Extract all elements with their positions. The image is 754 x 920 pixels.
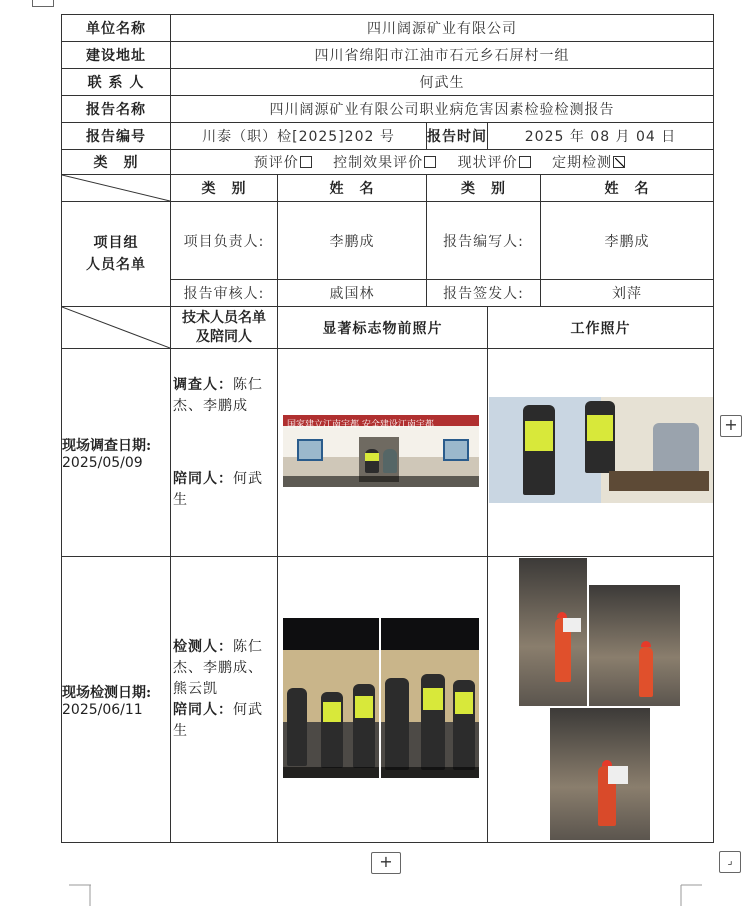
team-col-name: 姓 名 — [278, 175, 427, 202]
sign-banner-text: 国家建立江南宇都 安全建设江南宇都 — [287, 420, 434, 430]
unit-value[interactable]: 四川阔源矿业有限公司 — [171, 15, 714, 42]
window-icon — [443, 439, 469, 461]
person-icon — [383, 449, 397, 473]
photo-watermark — [283, 767, 379, 778]
person-icon — [385, 678, 409, 770]
vest-icon — [365, 453, 379, 461]
vest-icon — [323, 702, 341, 722]
diagonal-line — [62, 307, 170, 348]
add-column-button[interactable]: + — [720, 415, 742, 437]
person-icon — [639, 647, 653, 697]
inspection-date-label: 现场检测日期: — [62, 684, 152, 701]
page-corner-mark-right — [680, 884, 702, 906]
report-name-label: 报告名称 — [62, 96, 171, 123]
inspection-work-photo-3[interactable] — [550, 708, 650, 840]
leader-name[interactable]: 李鹏成 — [278, 202, 427, 280]
contact-value[interactable]: 何武生 — [171, 69, 714, 96]
instrument-icon — [608, 766, 628, 784]
photo-watermark — [283, 476, 479, 487]
sign-photo-header: 显著标志物前照片 — [278, 307, 488, 349]
diagonal-line — [62, 175, 170, 201]
issuer-label: 报告签发人: — [427, 280, 541, 307]
category-options — [171, 150, 714, 175]
vest-icon — [423, 688, 443, 710]
issuer-name[interactable]: 刘萍 — [541, 280, 714, 307]
survey-companion-name[interactable]: 何武生 — [173, 471, 263, 508]
investigator-names[interactable]: 陈仁杰、李鹏成 — [173, 377, 263, 414]
survey-sign-photo[interactable] — [283, 415, 479, 487]
team-col-type: 类 别 — [171, 175, 278, 202]
diagonal-header-cell-2 — [62, 307, 171, 349]
inspection-work-photo-cell — [488, 557, 714, 843]
survey-work-photo[interactable] — [489, 397, 713, 503]
person-icon — [287, 688, 307, 766]
inspection-staff-cell — [171, 557, 278, 843]
report-time-label: 报告时间 — [427, 123, 488, 150]
checkbox-icon[interactable] — [424, 156, 436, 168]
team-col-type2: 类 别 — [427, 175, 541, 202]
writer-name[interactable]: 李鹏成 — [541, 202, 714, 280]
vest-icon — [355, 696, 373, 718]
work-photo-header: 工作照片 — [488, 307, 714, 349]
survey-staff-cell — [171, 349, 278, 557]
survey-work-photo-cell — [488, 349, 714, 557]
reviewer-name[interactable]: 戚国林 — [278, 280, 427, 307]
report-no-value[interactable]: 川泰（职）检[2025]202 号 — [171, 123, 427, 150]
reviewer-label: 报告审核人: — [171, 280, 278, 307]
inspection-work-photo-2[interactable] — [589, 585, 680, 706]
instrument-icon — [563, 618, 581, 632]
person-icon — [653, 423, 699, 475]
checkbox-icon[interactable] — [519, 156, 531, 168]
report-no-label: 报告编号 — [62, 123, 171, 150]
category-label: 类 别 — [62, 150, 171, 175]
leader-label: 项目负责人: — [171, 202, 278, 280]
inspection-sign-photo-2[interactable] — [381, 618, 479, 778]
inspection-sign-photo-cell — [278, 557, 488, 843]
address-label: 建设地址 — [62, 42, 171, 69]
inspection-date-cell — [62, 557, 171, 843]
survey-sign-photo-cell — [278, 349, 488, 557]
report-time-value[interactable]: 2025 年 08 月 04 日 — [488, 123, 714, 150]
diagonal-header-cell — [62, 175, 171, 202]
option-pre-evaluation[interactable]: 预评价 — [254, 155, 312, 171]
report-cover-table — [61, 14, 714, 843]
option-status-evaluation[interactable]: 现状评价 — [458, 155, 531, 171]
table-resize-handle[interactable]: ⌟ — [719, 851, 741, 873]
team-col-name2: 姓 名 — [541, 175, 714, 202]
vest-icon — [587, 415, 613, 441]
inspection-date-value[interactable]: 2025/06/11 — [62, 701, 143, 718]
survey-companion-label: 陪同人： — [173, 471, 233, 487]
vest-icon — [455, 692, 473, 714]
investigator-label: 调查人： — [173, 377, 233, 393]
report-name-value[interactable]: 四川阔源矿业有限公司职业病危害因素检验检测报告 — [171, 96, 714, 123]
unit-label: 单位名称 — [62, 15, 171, 42]
inspector-label: 检测人： — [173, 639, 233, 655]
option-control-evaluation[interactable]: 控制效果评价 — [333, 155, 436, 171]
tech-staff-header: 技术人员名单 及陪同人 — [171, 307, 278, 349]
table-move-handle[interactable] — [32, 0, 54, 7]
writer-label: 报告编写人: — [427, 202, 541, 280]
inspection-work-photo-1[interactable] — [519, 558, 587, 706]
inspection-companion-name[interactable]: 何武生 — [173, 702, 263, 739]
inspector-names[interactable]: 陈仁杰、李鹏成、熊云凯 — [173, 639, 263, 697]
checkbox-icon[interactable] — [300, 156, 312, 168]
inspection-sign-photo-1[interactable] — [283, 618, 379, 778]
team-label: 项目组 人员名单 — [62, 202, 171, 307]
window-icon — [297, 439, 323, 461]
add-row-button[interactable]: + — [371, 852, 401, 874]
desk-icon — [609, 471, 709, 491]
photo-watermark — [381, 767, 479, 778]
checked-checkbox-icon[interactable] — [613, 156, 625, 168]
contact-label: 联 系 人 — [62, 69, 171, 96]
vest-icon — [525, 421, 553, 451]
address-value[interactable]: 四川省绵阳市江油市石元乡石屏村一组 — [171, 42, 714, 69]
inspection-companion-label: 陪同人： — [173, 702, 233, 718]
survey-date-cell — [62, 349, 171, 557]
page-corner-mark-left — [69, 884, 91, 906]
option-periodic-test[interactable]: 定期检测 — [552, 155, 625, 171]
survey-date-label: 现场调查日期: — [62, 437, 152, 454]
survey-date-value[interactable]: 2025/05/09 — [62, 454, 143, 471]
